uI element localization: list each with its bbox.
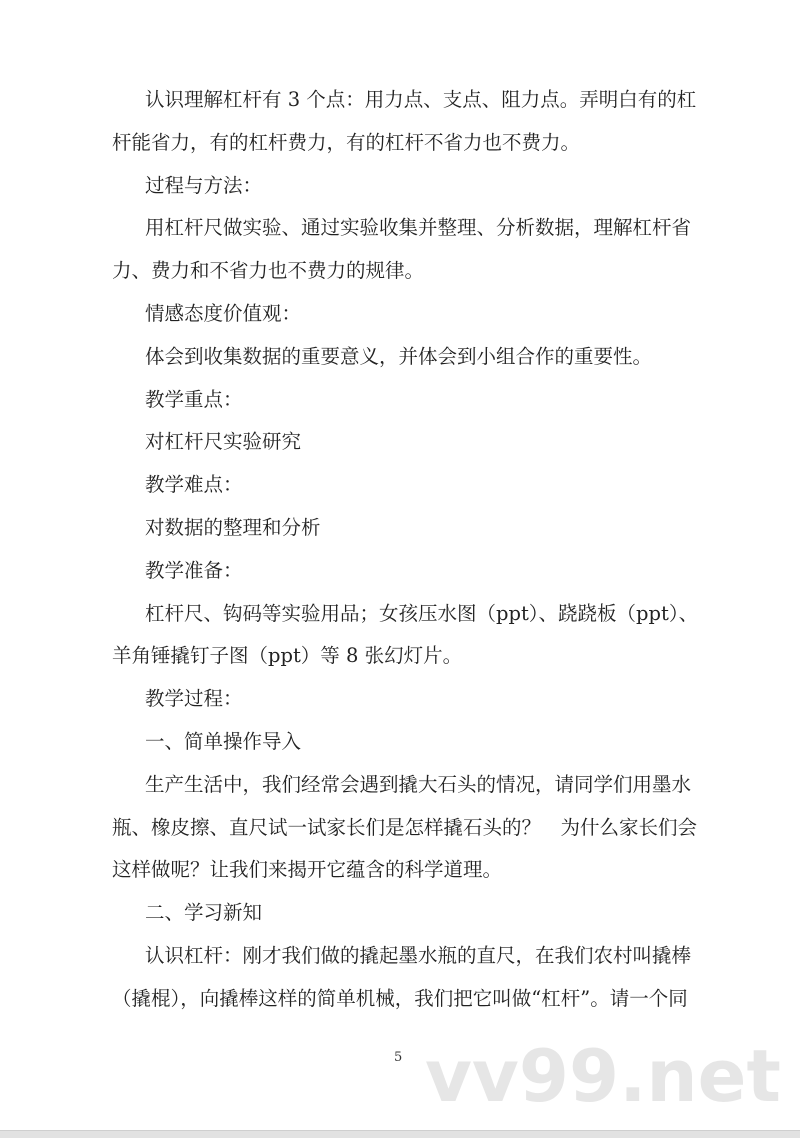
text-line: 这样做呢？让我们来揭开它蕴含的科学道理。 <box>112 858 503 882</box>
paragraph <box>112 79 697 165</box>
paragraph <box>112 507 692 550</box>
text-line: 羊角锤撬钉子图（ppt）等 8 张幻灯片。 <box>112 644 463 668</box>
page-number: 5 <box>394 1050 403 1065</box>
text-line: 杠杆尺、钩码等实验用品；女孩压水图（ppt）、跷跷板（ppt）、 <box>145 601 699 625</box>
text-line: 杆能省力，有的杠杆费力，有的杠杆不省力也不费力。 <box>112 130 581 154</box>
text-line: 教学过程： <box>145 687 243 711</box>
text-line: 生产生活中，我们经常会遇到撬大石头的情况，请同学们用墨水 <box>145 772 692 796</box>
text-line: 对数据的整理和分析 <box>145 515 321 539</box>
paragraph <box>112 892 692 935</box>
watermark: vv99.net <box>425 1034 781 1118</box>
text-line: 一、简单操作导入 <box>145 729 302 753</box>
paragraph <box>112 464 692 507</box>
paragraph <box>112 336 692 379</box>
text-line: 对杠杆尺实验研究 <box>145 430 302 454</box>
text-line: 二、学习新知 <box>145 901 263 925</box>
text-line: 教学重点： <box>145 387 243 411</box>
paragraph <box>112 207 692 293</box>
text-line: （撬棍），向撬棒这样的简单机械，我们把它叫做“杠杆”。请一个同 <box>112 986 688 1010</box>
text-line: 教学准备： <box>145 558 243 582</box>
text-line: 体会到收集数据的重要意义，并体会到小组合作的重要性。 <box>145 344 653 368</box>
paragraph <box>112 935 692 1021</box>
paragraph <box>112 721 692 764</box>
text-line: 力、费力和不省力也不费力的规律。 <box>112 259 425 283</box>
text-line: 认识理解杠杆有 3 个点：用力点、支点、阻力点。弄明白有的杠 <box>145 88 697 111</box>
paragraph <box>112 293 692 336</box>
paragraph <box>112 165 692 208</box>
text-line: 过程与方法： <box>145 173 263 197</box>
text-line: 瓶、橡皮擦、直尺试一试家长们是怎样撬石头的？ 为什么家长们会 <box>112 815 698 839</box>
paragraph <box>112 379 692 422</box>
text-line: 认识杠杆：刚才我们做的撬起墨水瓶的直尺，在我们农村叫撬棒 <box>145 943 692 967</box>
paragraph <box>112 764 698 892</box>
document-body <box>112 79 699 1021</box>
paragraph <box>112 421 692 464</box>
paragraph <box>112 593 699 679</box>
paragraph <box>112 550 692 593</box>
paragraph <box>112 678 692 721</box>
text-line: 用杠杆尺做实验、通过实验收集并整理、分析数据，理解杠杆省 <box>145 216 692 240</box>
text-line: 情感态度价值观： <box>145 301 302 325</box>
text-line: 教学难点： <box>145 473 243 497</box>
